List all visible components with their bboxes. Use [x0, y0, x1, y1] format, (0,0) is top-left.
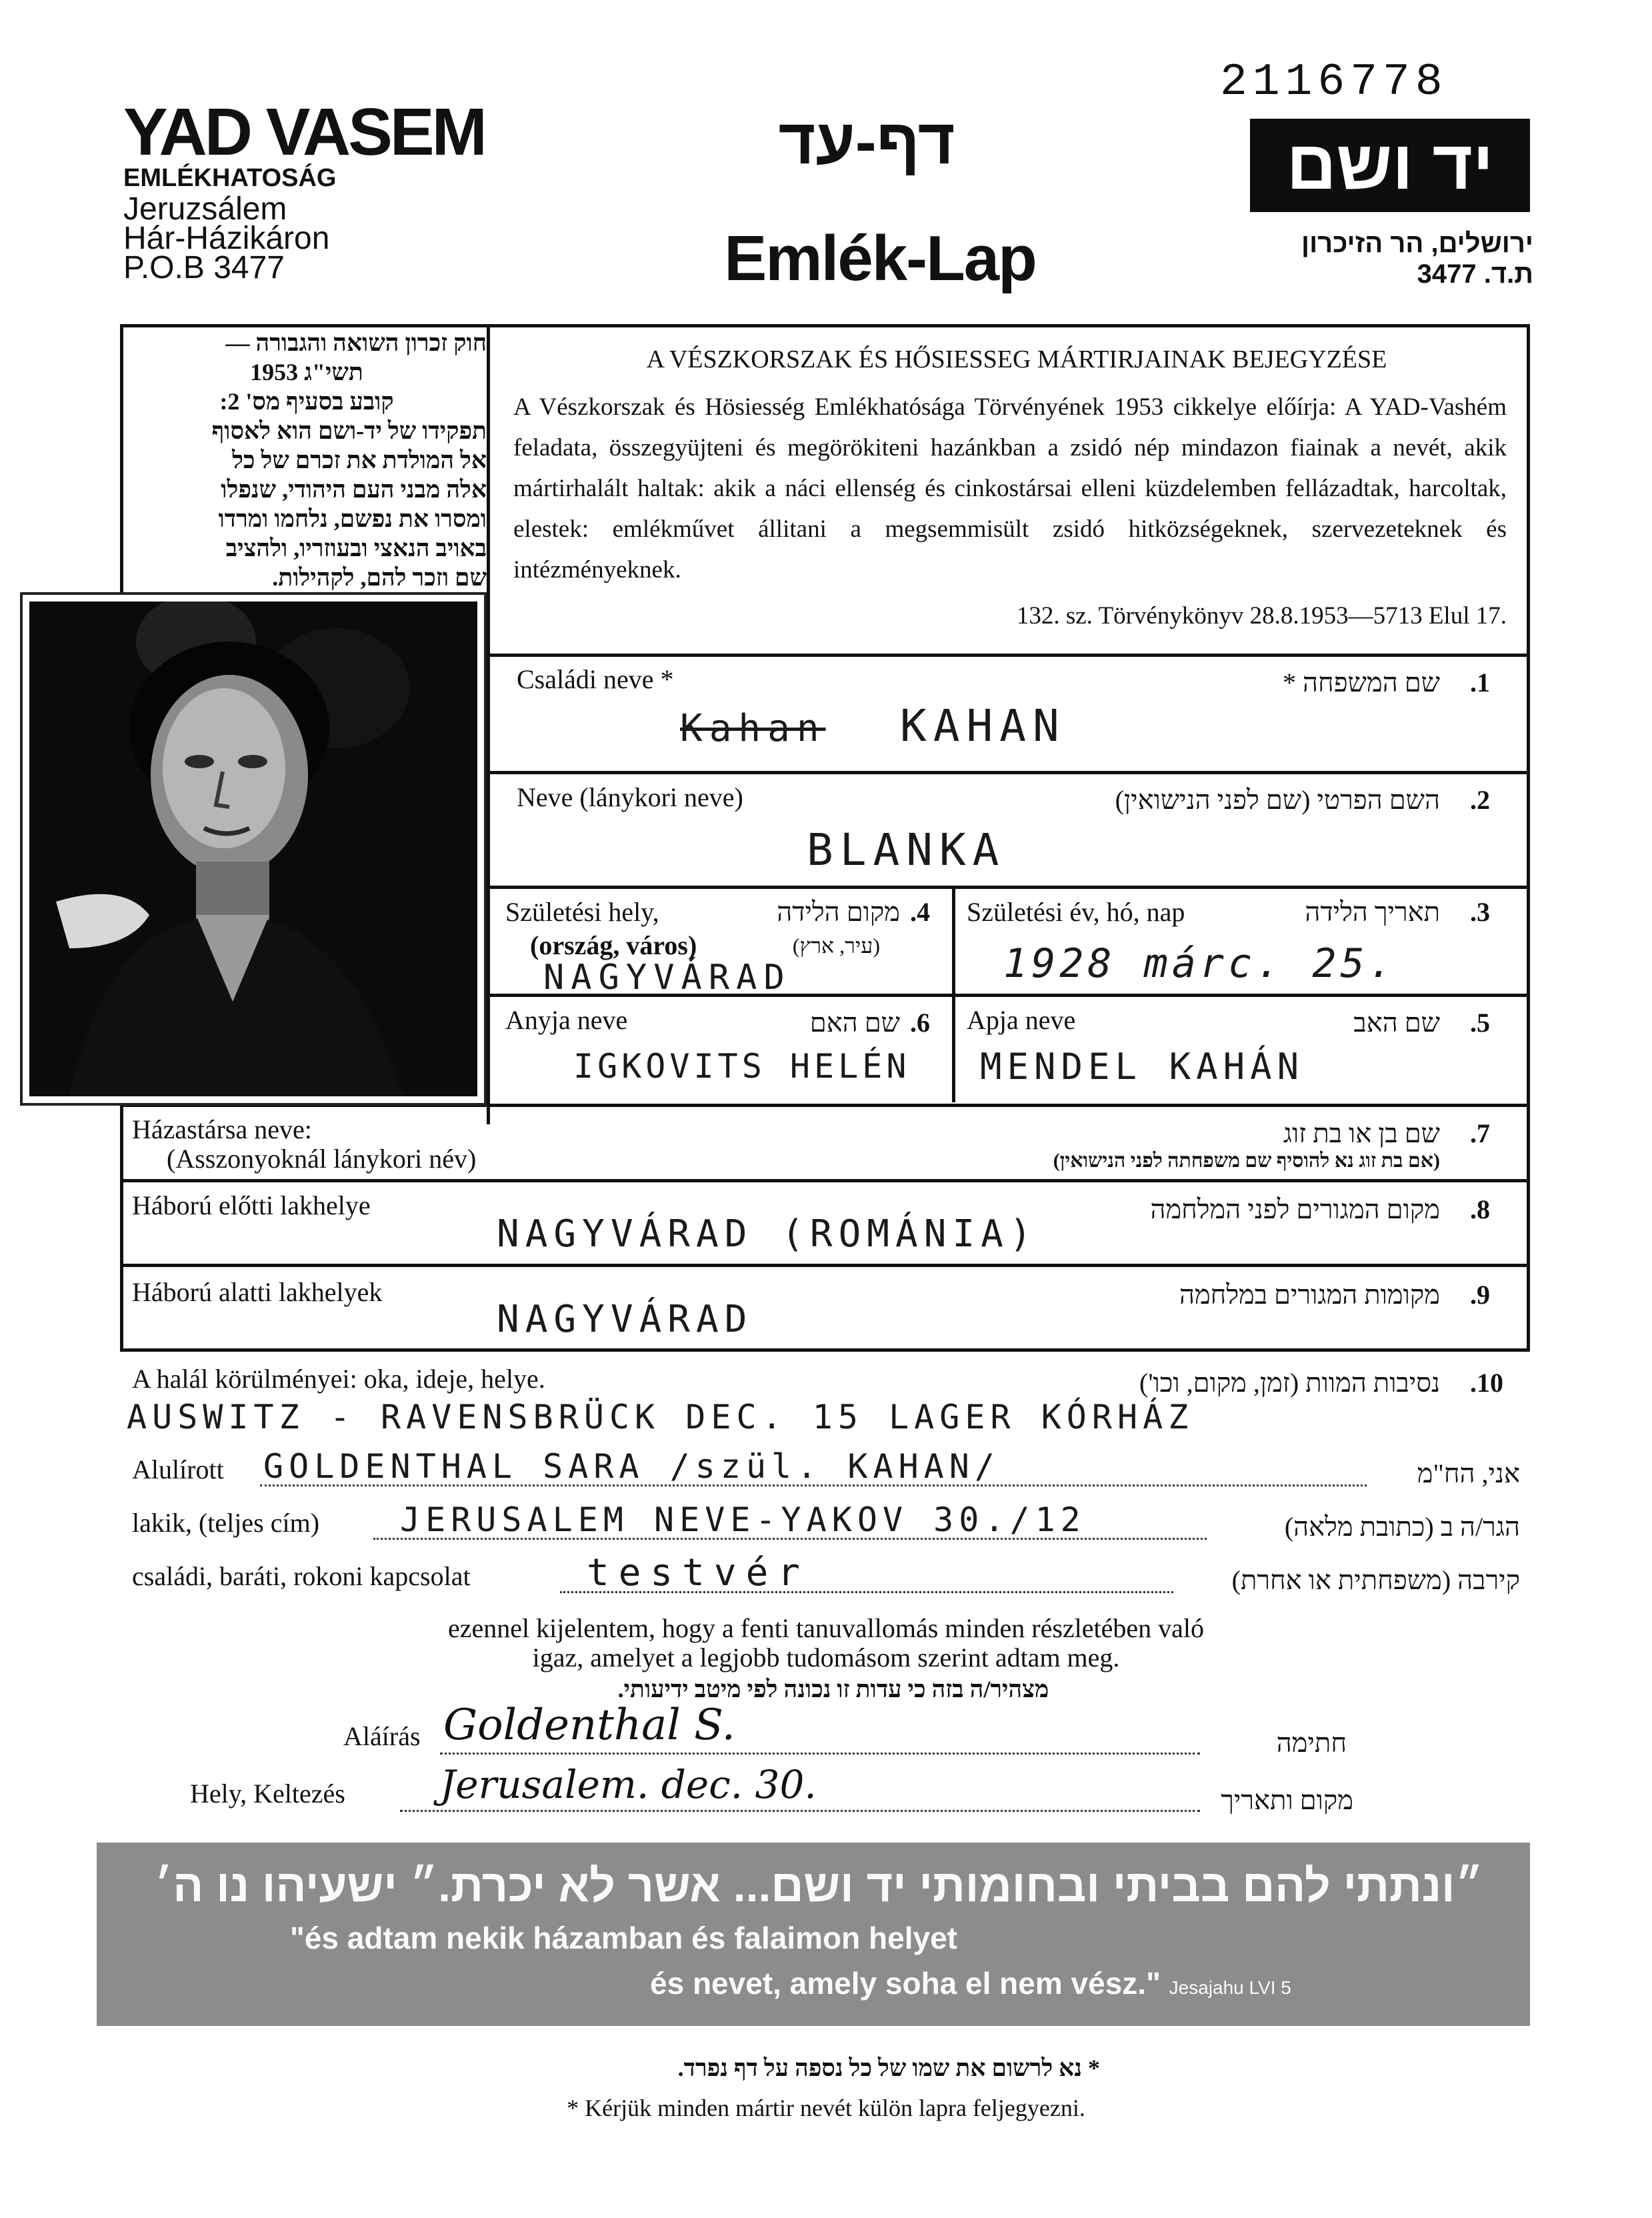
law-line: שם וזכר להם, לקהילות. — [272, 564, 487, 591]
org-street: Hár-Házikáron — [123, 221, 330, 256]
yad-vashem-logo — [1250, 119, 1530, 212]
place-date-label: Hely, Keltezés — [190, 1779, 345, 1809]
mother-name-value[interactable]: IGKOVITS HELÉN — [573, 1047, 911, 1086]
signature-value[interactable]: Goldenthal S. — [443, 1701, 735, 1750]
spouse-sublabel: (Asszonyoknál lánykori név) — [167, 1144, 477, 1174]
prewar-residence-label-hebrew: מקום המגורים לפני המלחמה — [1150, 1194, 1440, 1224]
logo-text: יד ושם — [1286, 126, 1494, 204]
spouse-label-hebrew: שם בן או בת זוג — [1283, 1118, 1440, 1148]
birthplace-sublabel-hebrew: (עיר, ארץ) — [792, 934, 880, 958]
wartime-residence-label: Háború alatti lakhelyek — [132, 1277, 383, 1307]
field-number-7: .7 — [1470, 1118, 1490, 1148]
family-name-label-hebrew: שם המשפחה * — [1283, 668, 1440, 698]
father-name-label-hebrew: שם האב — [1353, 1008, 1440, 1038]
banner-hebrew: ״ונתתי להם בביתי ובחומותי יד ושם... אשר לא יכרת.״ ישעיהו נו ה׳ — [154, 1861, 1483, 1911]
father-name-label: Apja neve — [967, 1005, 1076, 1035]
family-name-struck[interactable]: Kahan — [680, 707, 826, 750]
law-line: חוק זכרון השואה והגבורה — — [225, 329, 487, 356]
mother-name-label: Anyja neve — [505, 1005, 628, 1035]
death-circumstances-label: A halál körülményei: oka, ideje, helye. — [132, 1364, 545, 1394]
org-city: Jeruzsálem — [123, 191, 287, 227]
title-hebrew: דף-עד — [778, 106, 955, 177]
field-number-5: .5 — [1470, 1008, 1490, 1038]
row-line-2 — [487, 771, 1530, 774]
wartime-residence-value[interactable]: NAGYVÁRAD — [497, 1298, 753, 1341]
mother-name-label-hebrew: שם האם — [809, 1008, 900, 1038]
banner-line1: "és adtam nekik házamban és falaimon helyet — [290, 1921, 957, 1955]
family-name-value[interactable]: KAHAN — [900, 700, 1066, 752]
wartime-residence-label-hebrew: מקומות המגורים במלחמה — [1179, 1280, 1440, 1310]
address-hebrew-line2: ת.ד. 3477 — [1417, 259, 1533, 289]
org-name: YAD VASEM — [123, 95, 485, 169]
birthplace-sublabel: (ország, város) — [530, 930, 697, 960]
frame-right — [1527, 324, 1530, 1351]
org-subtitle: EMLÉKHATOSÁG — [123, 164, 337, 192]
row-line-1 — [487, 654, 1530, 657]
field-number-4: .4 — [910, 897, 930, 927]
signer-value[interactable]: GOLDENTHAL SARA /szül. KAHAN/ — [263, 1447, 1000, 1486]
statement-hebrew: מצהיר/ה בזה כי עדות זו נכונה לפי מיטב ידיעותי. — [617, 1676, 1049, 1703]
signature-label-hebrew: חתימה — [1276, 1728, 1347, 1758]
place-date-line — [400, 1810, 1200, 1812]
birthdate-value[interactable]: 1928 márc. 25. — [1003, 940, 1397, 987]
field-number-3: .3 — [1470, 897, 1490, 927]
birthdate-label: Születési év, hó, nap — [967, 897, 1185, 927]
column-divider — [487, 324, 490, 1124]
law-line: תשי"ג 1953 — [250, 359, 363, 385]
page-title: Emlék-Lap — [724, 223, 1036, 294]
first-name-label: Neve (lánykori neve) — [517, 782, 743, 812]
field-number-2: .2 — [1470, 785, 1490, 815]
death-circumstances-value[interactable]: AUSWITZ - RAVENSBRÜCK DEC. 15 LAGER KÓRHÁZ — [127, 1398, 1194, 1436]
row-line-7 — [120, 1264, 1530, 1267]
banner-reference: Jesajahu LVI 5 — [1169, 1977, 1291, 1998]
victim-photo — [20, 592, 487, 1106]
address-value[interactable]: JERUSALEM NEVE-YAKOV 30./12 — [400, 1500, 1086, 1539]
preamble-reference: 132. sz. Törvénykönyv 28.8.1953—5713 Elul 17. — [1016, 602, 1507, 630]
relation-value[interactable]: testvér — [587, 1551, 810, 1594]
law-line: אל המולדת את זכרם של כל — [232, 447, 487, 473]
portrait-graphic — [29, 602, 477, 1096]
address-label: lakik, (teljes cím) — [132, 1508, 320, 1538]
law-line: אלה מבני העם היהודי, שנפלו — [221, 476, 487, 503]
field-number-8: .8 — [1470, 1194, 1490, 1224]
field-number-6: .6 — [910, 1008, 930, 1038]
statement-line2: igaz, amelyet a legjobb tudomásom szerint adtam meg. — [532, 1642, 1120, 1673]
birthplace-label: Születési hely, — [505, 897, 659, 927]
spouse-sublabel-hebrew: (אם בת זוג נא להוסיף שם משפחתה לפני הנישואין) — [1053, 1150, 1440, 1172]
row-line-3 — [487, 886, 1530, 889]
first-name-value[interactable]: BLANKA — [807, 824, 1006, 876]
footer-note-hebrew: * נא לרשום את שמו של כל נספה על דף נפרד. — [677, 2055, 1100, 2081]
law-line: באויב הנאצי ובעוזריו, ולהציב — [225, 535, 487, 562]
place-date-label-hebrew: מקום ותאריך — [1221, 1785, 1353, 1815]
address-hebrew — [1200, 228, 1533, 289]
law-line: ומסרו את נפשם, נלחמו ומרדו — [218, 505, 487, 532]
preamble-heading: A VÉSZKORSZAK ÉS HŐSIESSEG MÁRTIRJAINAK BEJEGYZÉSE — [646, 345, 1387, 373]
row-line-6 — [120, 1179, 1530, 1182]
first-name-label-hebrew: השם הפרטי (שם לפני הנישואין) — [1115, 785, 1440, 815]
field-number-10: .10 — [1470, 1368, 1503, 1398]
signature-line — [440, 1753, 1200, 1755]
law-box — [120, 325, 487, 612]
death-circumstances-label-hebrew: נסיבות המוות (זמן, מקום, וכו') — [1139, 1368, 1440, 1398]
field-number-9: .9 — [1470, 1280, 1490, 1310]
spouse-label: Házastársa neve: — [132, 1114, 312, 1144]
birthplace-label-hebrew: מקום הלידה — [777, 897, 900, 927]
father-name-value[interactable]: MENDEL KAHÁN — [980, 1046, 1305, 1088]
prewar-residence-value[interactable]: NAGYVÁRAD (ROMÁNIA) — [497, 1212, 1038, 1256]
row-line-8 — [120, 1348, 1530, 1352]
place-date-value[interactable]: Jerusalem. dec. 30. — [440, 1762, 817, 1807]
birthplace-value[interactable]: NAGYVÁRAD — [543, 958, 791, 998]
document-number: 2116778 — [1220, 57, 1448, 108]
relation-label-hebrew: קירבה (משפחתית או אחרת) — [1231, 1565, 1520, 1595]
birthdate-label-hebrew: תאריך הלידה — [1305, 897, 1440, 927]
signer-label: Alulírott — [132, 1454, 224, 1484]
footer-note: * Kérjük minden mártir nevét külön lapra feljegyezni. — [567, 2095, 1085, 2121]
law-line: קובע בסעיף מס' 2: — [219, 388, 394, 415]
prewar-residence-label: Háború előtti lakhelye — [132, 1190, 371, 1220]
address-label-hebrew: הגר/ה ב (כתובת מלאה) — [1284, 1512, 1520, 1542]
quote-banner — [97, 1843, 1530, 2026]
signer-label-hebrew: אני, הח"מ — [1417, 1458, 1520, 1488]
preamble-text: A Vészkorszak és Hösiesség Emlékhatósága Törvényének 1953 cikkelye előírja: A YAD-Vashém feladata, összegyüjteni és megörökiteni hazánkban a zsidó nép mindazon fiainak a nevét, akik mártirhalált haltak: akik a náci ellenség és cinkostársai elleni küzdelemben fellázadtak, harcoltak, elestek: emlékművet állitani a megsemmisült zsidó hitközségeknek, szervezeteknek és intézményeknek. — [513, 393, 1507, 584]
field-number-1: .1 — [1470, 668, 1490, 698]
statement-line1: ezennel kijelentem, hogy a fenti tanuvallomás minden részletében való — [447, 1613, 1205, 1643]
law-line: תפקידו של יד-ושם הוא לאסוף — [211, 417, 487, 444]
banner-line2 — [650, 1965, 1291, 2001]
relation-label: családi, baráti, rokoni kapcsolat — [132, 1561, 471, 1591]
photo-image — [29, 602, 477, 1096]
banner-line2-text: és nevet, amely soha el nem vész." — [650, 1966, 1161, 2001]
org-pob: P.O.B 3477 — [123, 250, 285, 285]
address-hebrew-line1: ירושלים, הר הזיכרון — [1301, 229, 1533, 258]
family-name-label: Családi neve * — [517, 664, 674, 694]
signature-label: Aláírás — [343, 1721, 421, 1751]
